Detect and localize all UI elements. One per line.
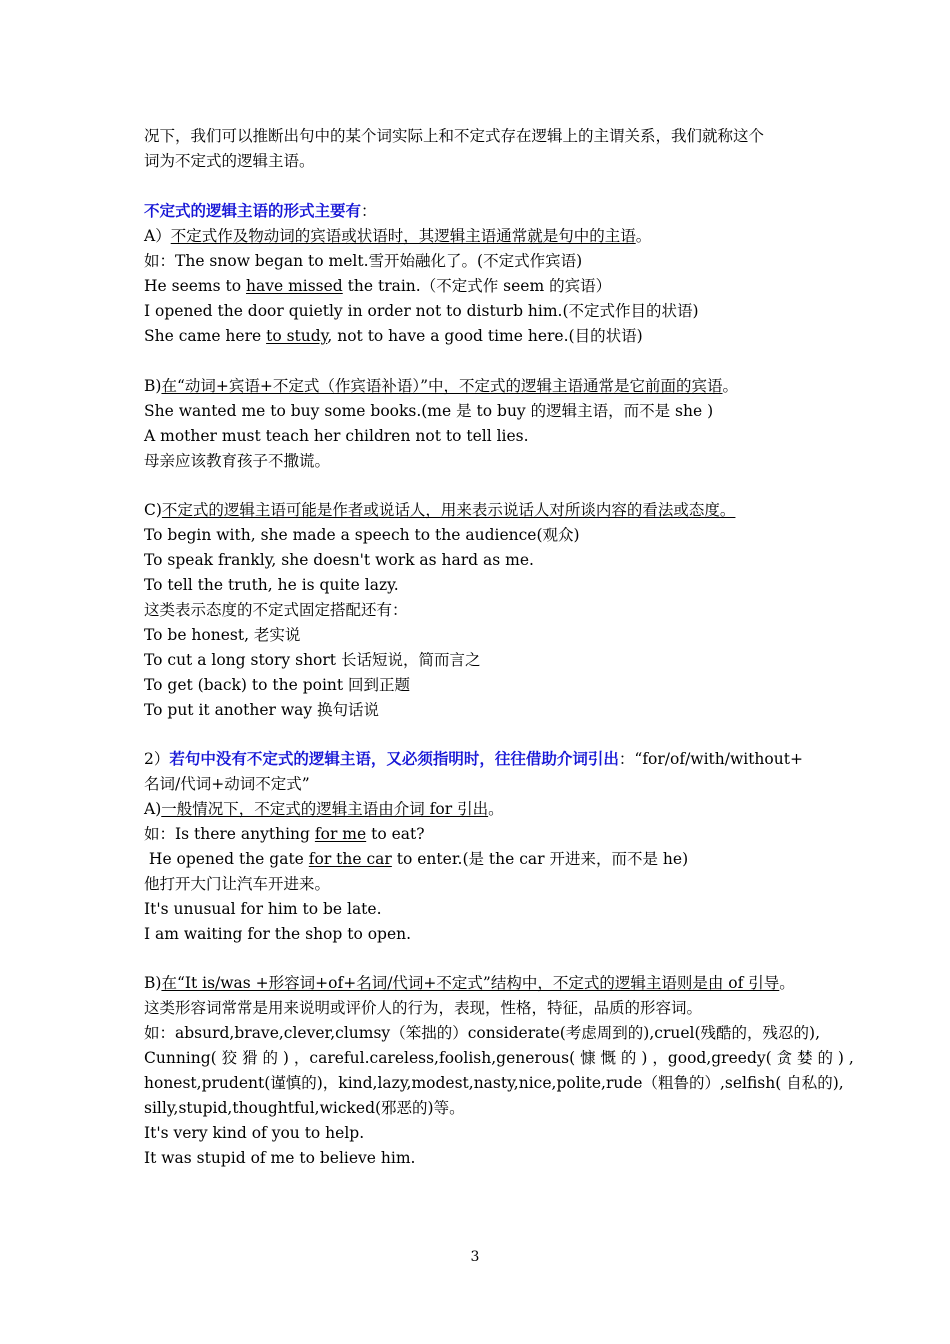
example-line: To tell the truth, he is quite lazy. <box>144 576 399 594</box>
paragraph-fragment: good,greedy( 贪 婪 的 ) , <box>667 1049 854 1067</box>
section2-heading-tail: ：“for/of/with/without+ <box>618 750 803 768</box>
example-line <box>144 824 824 844</box>
example-line: 这类表示态度的不定式固定搭配还有： <box>144 601 408 619</box>
example-text: He seems to <box>144 277 246 295</box>
section2-heading <box>144 749 824 769</box>
page-number: 3 <box>470 1249 480 1265</box>
rule-prefix: B) <box>144 974 162 992</box>
paragraph-fragment: kind,lazy,modest,nasty,nice,polite,rude（粗鲁的）,selfish( 自私的), <box>338 1074 844 1092</box>
example-line <box>144 849 824 869</box>
intro-line-2: 词为不定式的逻辑主语。 <box>144 152 315 170</box>
example-line: 母亲应该教育孩子不撒谎。 <box>144 452 331 470</box>
paragraph-fragment: honest,prudent(谨慎的)， <box>144 1074 339 1092</box>
example-line <box>144 326 824 346</box>
rule-text: 在“动词+宾语+不定式（作宾语补语）”中，不定式的逻辑主语通常是它前面的宾语 <box>161 377 723 395</box>
example-line: I opened the door quietly in order not to disturb him.(不定式作目的状语) <box>144 302 699 320</box>
rule-text: 一般情况下，不定式的逻辑主语由介词 for 引出 <box>161 800 489 818</box>
example-underlined: for me <box>314 825 367 843</box>
rule-text: 不定式作及物动词的宾语或状语时，其逻辑主语通常就是句中的主语 <box>170 227 636 245</box>
rule-suffix: 。 <box>635 227 652 245</box>
paragraph-line: silly,stupid,thoughtful,wicked(邪恶的)等。 <box>144 1099 465 1117</box>
example-line: 如：The snow began to melt.雪开始融化了。(不定式作宾语) <box>144 252 583 270</box>
paragraph-line <box>144 1048 854 1068</box>
example-line: I am waiting for the shop to open. <box>144 925 412 943</box>
rule-suffix: 。 <box>488 800 504 818</box>
example-line: To put it another way 换句话说 <box>144 701 380 719</box>
paragraph-line: 这类形容词常常是用来说明或评价人的行为，表现，性格，特征，品质的形容词。 <box>144 999 703 1017</box>
section2-b-rule <box>144 973 824 993</box>
example-underlined: have missed <box>245 277 343 295</box>
section2-heading-line2: 名词/代词+动词不定式” <box>144 775 310 793</box>
example-text: the train.（不定式作 seem 的宾语） <box>342 277 612 295</box>
section1-heading-text: 不定式的逻辑主语的形式主要有 <box>144 201 362 220</box>
example-underlined: for the car <box>308 850 392 868</box>
example-line: To cut a long story short 长话短说，简而言之 <box>144 651 481 669</box>
section1-heading <box>144 201 824 221</box>
section2-heading-text: 若句中没有不定式的逻辑主语，又必须指明时，往往借助介词引出 <box>169 749 619 768</box>
section1-heading-colon: ： <box>361 202 377 220</box>
example-line: It was stupid of me to believe him. <box>144 1149 416 1167</box>
section2-number: 2） <box>144 750 170 768</box>
example-text: 如：Is there anything <box>144 825 315 843</box>
section2-a-rule <box>144 799 824 819</box>
example-text: to enter.(是 the car 开进来，而不是 he) <box>391 850 689 868</box>
example-text: , not to have a good time here.(目的状语) <box>327 327 643 345</box>
paragraph-line: 如：absurd,brave,clever,clumsy（笨拙的）considerate(考虑周到的),cruel(残酷的，残忍的), <box>144 1024 820 1042</box>
rule-text: 在“It is/was +形容词+of+名词/代词+不定式”结构中，不定式的逻辑主语则是由 of 引导 <box>161 974 780 992</box>
rule-suffix: 。 <box>779 974 795 992</box>
example-line: It's unusual for him to be late. <box>144 900 382 918</box>
example-line: A mother must teach her children not to tell lies. <box>144 427 529 445</box>
rule-suffix: 。 <box>722 377 739 395</box>
example-line: To speak frankly, she doesn't work as hard as me. <box>144 551 534 569</box>
example-line: To begin with, she made a speech to the audience(观众) <box>144 526 580 544</box>
example-line: To be honest, 老实说 <box>144 626 301 644</box>
example-line: 他打开大门让汽车开进来。 <box>144 875 331 893</box>
section1-b-rule <box>144 376 824 396</box>
example-text: He opened the gate <box>144 850 309 868</box>
section1-a-rule <box>144 226 824 246</box>
example-line: It's very kind of you to help. <box>144 1124 365 1142</box>
example-line: To get (back) to the point 回到正题 <box>144 676 411 694</box>
rule-prefix: B) <box>144 377 162 395</box>
rule-prefix: A） <box>144 227 171 245</box>
rule-text: 不定式的逻辑主语可能是作者或说话人，用来表示说话人对所谈内容的看法或态度。 <box>161 501 736 519</box>
section1-c-rule <box>144 500 824 520</box>
example-line: She wanted me to buy some books.(me 是 to buy 的逻辑主语，而不是 she ) <box>144 402 714 420</box>
paragraph-fragment: careful.careless,foolish,generous( 慷 慨 的 ) ， <box>309 1049 668 1067</box>
example-text: She came here <box>144 327 267 345</box>
paragraph-fragment: Cunning( 狡 猾 的 ) ， <box>144 1049 310 1067</box>
example-line <box>144 276 824 296</box>
example-text: to eat? <box>366 825 425 843</box>
paragraph-line <box>144 1073 844 1093</box>
example-underlined: to study <box>266 327 328 345</box>
rule-prefix: C) <box>144 501 162 519</box>
rule-prefix: A) <box>144 800 162 818</box>
intro-line-1: 况下，我们可以推断出句中的某个词实际上和不定式存在逻辑上的主谓关系，我们就称这个 <box>144 127 765 145</box>
